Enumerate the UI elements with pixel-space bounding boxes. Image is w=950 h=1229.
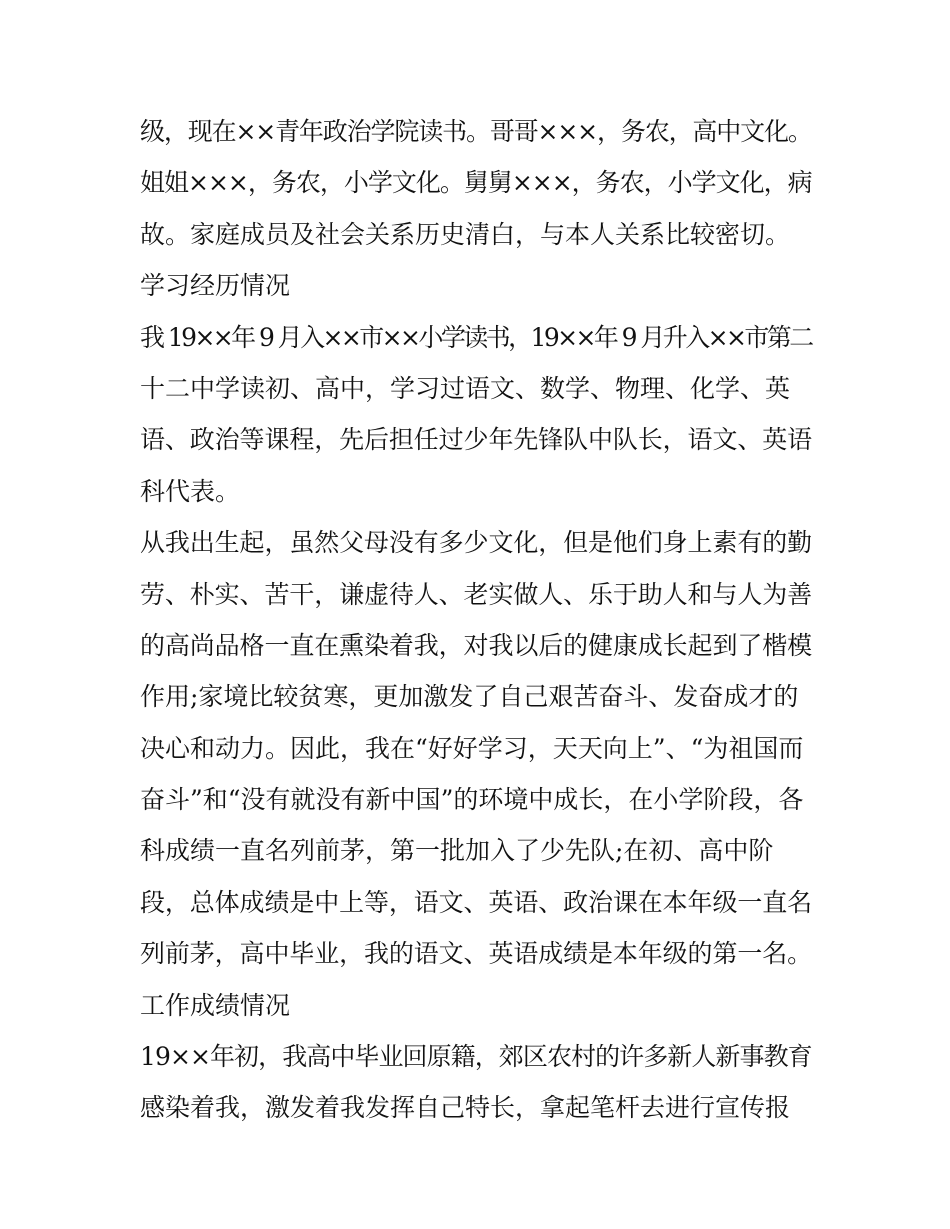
text-line: 感染着我，激发着我发挥自己特长，拿起笔杆去进行宣传报 [140, 1093, 791, 1123]
document-body [140, 106, 812, 1134]
text-line: 段，总体成绩是中上等，语文、英语、政治课在本年级一直名 [140, 887, 813, 917]
text-line: 我 19××年 9 月入××市××小学读书，19××年 9 月升入××市第二 [140, 322, 812, 352]
text-line: 决心和动力。因此，我在“好好学习，天天向上”、“为祖国而 [140, 733, 804, 763]
text-line: 劳、朴实、苦干，谦虚待人、老实做人、乐于助人和与人为善 [140, 579, 813, 609]
text-line: 科成绩一直名列前茅，第一批加入了少先队;在初、高中阶 [140, 836, 774, 866]
text-line: 作用;家境比较贫寒，更加激发了自己艰苦奋斗、发奋成才的 [140, 682, 799, 712]
text-line: 从我出生起，虽然父母没有多少文化，但是他们身上素有的勤 [140, 528, 813, 558]
text-line: 姐姐×××，务农，小学文化。舅舅×××，务农，小学文化，病 [140, 168, 812, 198]
text-line: 语、政治等课程，先后担任过少年先锋队中队长，语文、英语 [140, 425, 813, 455]
section-heading-study: 学习经历情况 [140, 271, 291, 301]
text-line: 19××年初，我高中毕业回原籍，郊区农村的许多新人新事教育 [140, 1042, 812, 1072]
text-line: 十二中学读初、高中，学习过语文、数学、物理、化学、英 [140, 373, 791, 403]
text-line: 故。家庭成员及社会关系历史清白，与本人关系比较密切。 [140, 219, 791, 249]
section-heading-work: 工作成绩情况 [140, 990, 291, 1020]
text-line: 的高尚品格一直在熏染着我，对我以后的健康成长起到了楷模 [140, 630, 813, 660]
text-line: 级，现在××青年政治学院读书。哥哥×××，务农，高中文化。 [140, 117, 812, 146]
text-line: 科代表。 [140, 476, 241, 506]
text-line: 列前茅，高中毕业，我的语文、英语成绩是本年级的第一名。 [140, 939, 813, 969]
text-line: 奋斗”和“没有就没有新中国”的环境中成长，在小学阶段，各 [140, 785, 804, 815]
